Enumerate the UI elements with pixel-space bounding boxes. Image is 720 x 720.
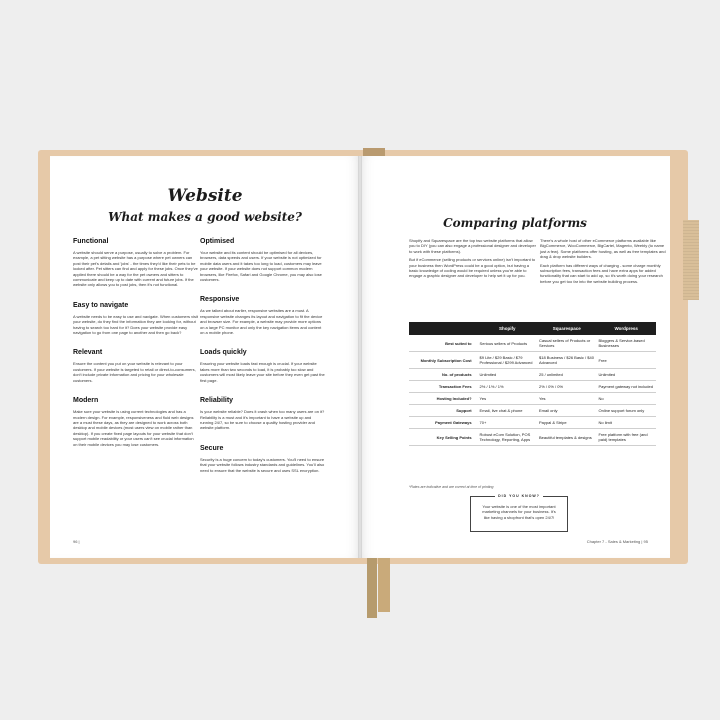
section-body: As we talked about earlier, responsive websites are a must. A responsive website changes its layout and navigation to fit the device and browser size. For example, a website may provide more options on a large PC monitor and only the key navigation items and content on a mobile phone. [200,308,323,336]
table-row [409,429,656,446]
table-cell: No limit [596,417,656,429]
row-label: Best suited to [409,335,478,352]
table-cell: Payment gateway not included [596,381,656,393]
book-tab [363,148,385,156]
table-header-row [409,322,656,335]
section-body: A website should serve a purpose, usually to solve a problem. For example, a pet sitting website has a purpose where pet owners can post their pet's details and 'jobs' - the times they'd like their pets to be looked after. Pet sitters can find and apply for these jobs. Once they've applied there should be a way for the pet owners and sitters to communicate and keep up to date with current and future jobs. If the website only allows you to post jobs, then it's not functional. [73,250,198,288]
section-loads-quickly [200,349,325,383]
table-row [409,417,656,429]
section-heading: Easy to navigate [73,301,129,309]
section-body: Make sure your website is using current technologies and has a modern design. For example, responsiveness and fluid web designs are a must these days, as they are designed to work across both desktop and mobile devices (most users view on mobile rather than desktop). If you create fixed page layouts for your website that don't support mobile readability or your users can't see crucial information on their mobile devices you may lose customers. [73,409,194,447]
table-cell: $18 Business / $26 Basic / $40 Advanced [537,352,596,369]
table-cell: Robust eCom Solution, POS Technology, Reporting, Apps [478,429,537,446]
bookmark-ribbon [367,558,377,618]
table-row [409,352,656,369]
right-column [200,238,325,487]
page-title: Comparing platforms [443,216,587,230]
table-row [409,405,656,417]
table-cell: 2% / 1% / 1% [478,381,537,393]
table-cell: Unlimited [596,369,656,381]
page-number: Chapter 7 - Sales & Marketing | 95 [586,539,648,544]
bookmark-ribbon [378,558,390,612]
table-cell: $9 Lite / $29 Basic / $79 Professional / $299 Advanced [478,352,537,369]
section-body: Your website and its content should be optimised for all devices, browsers, data speeds and users. If your website is not optimized for mobile data users and it takes too long to load, customers may leave your website. If your website does not support common modern browsers, like Firefox, Safari and Google Chrome, you may also lose customers. [200,250,322,283]
section-heading: Responsive [200,296,240,304]
table-cell: Beautiful templates & designs [537,429,596,446]
row-label: Hosting Included? [409,393,478,405]
section-heading: Modern [73,397,99,405]
table-header: Shopify [478,322,537,335]
row-label: Transaction Fees [409,381,478,393]
table-cell: Paypal & Stripe [537,417,596,429]
table-row [409,393,656,405]
table-cell: Yes [537,393,596,405]
intro-paragraph: Shopify and Squarespace are the top two website platforms that allow you to DIY (you can also engage a professional designer and developer to work with these platforms). [409,238,536,254]
right-page [360,156,670,558]
table-cell: Free platform with free (and paid) templates [596,429,656,446]
table-cell: Serious sellers of Products [478,335,537,352]
table-cell: Bloggers & Service-based Businesses [596,335,656,352]
intro-paragraph: There's a whole host of other eCommerce platforms available like BigCommerce, WooCommerce, BigCartel, Magento, Weebly (to name just a few). Some platforms offer hosting, as well as free templates and drag & drop website builders. [540,238,666,260]
row-label: No. of products [409,369,478,381]
comparison-table [409,322,656,446]
table-cell: Yes [478,393,537,405]
section-body: A website needs to be easy to use and navigate. When customers visit your website, do they find the information they are looking for, without having to search too hard for it? Does your website provide easy navigation to go from one page to another and then go back? [73,313,198,336]
row-label: Key Selling Points [409,429,478,446]
section-secure [200,445,325,473]
book-spine [358,156,362,558]
section-optimised [200,238,325,282]
table-cell: 2% / 0% / 0% [537,381,596,393]
intro-column-1 [409,238,537,282]
row-label: Payment Gateways [409,417,478,429]
section-functional [73,238,198,288]
did-you-know-box [470,496,568,532]
table-cell: Unlimited [478,369,537,381]
table-cell: 25 / unlimited [537,369,596,381]
section-heading: Secure [200,444,224,452]
left-column [73,238,198,461]
elastic-band [683,220,699,300]
section-body: Ensure the content you put on your website is relevant to your customers. If your website is targeted to retail or direct-to-consumers, don't include private information and pricing for your wholesale customers. [73,361,196,383]
section-heading: Relevant [73,349,103,357]
section-reliability [200,397,325,431]
table-cell: Online support forum only [596,405,656,417]
section-heading: Functional [73,238,109,245]
table-cell: Email, live chat & phone [478,405,537,417]
section-modern [73,397,198,447]
table-cell: Email only [537,405,596,417]
section-easy-to-navigate [73,302,198,336]
footnote: *Rates are indicative and are correct at time of printing [409,485,494,489]
table-row [409,381,656,393]
section-heading: Optimised [200,238,235,245]
section-relevant [73,349,198,383]
intro-column-2 [540,238,668,287]
did-you-know-label: DID YOU KNOW? [495,494,543,498]
section-body: Is your website reliable? Does it crash when too many users are on it? Reliability is a must and it's important to have a website up and running 24/7, so be sure to choose a quality hosting provider and website platform. [200,409,325,431]
table-header [409,322,478,335]
row-label: Support [409,405,478,417]
section-heading: Loads quickly [200,349,247,357]
left-page [50,156,360,558]
intro-paragraph: Each platform has different ways of charging - some charge monthly subscription fees, transaction fees and have extra apps for added functionality that can start to add up, so it's worth doing your research before you get too far into the website building process. [540,262,663,284]
table-cell: No [596,393,656,405]
table-header: Wordpress [596,322,656,335]
section-heading: Reliability [200,397,234,405]
page-number: 96 | [73,539,80,544]
table-row [409,335,656,352]
section-responsive [200,296,325,335]
intro-paragraph: But if eCommerce (selling products or services online) isn't important to your business then WordPress could be a good option, but having a basic knowledge of coding would be required unless you're able to engage a graphic designer and developer to help set it up for you. [409,257,536,279]
table-header: Squarespace [537,322,596,335]
did-you-know-text: Your website is one of the most important marketing channels for your business. It's like having a shopfront that's open 24/7! [482,504,556,520]
section-body: Ensuring your website loads fast enough is crucial. If your website takes more than two seconds to load, it is probably too slow and customers will most likely leave your site before they even get past the first page. [200,361,325,383]
page-subtitle: What makes a good website? [108,210,302,224]
table-cell: Free [596,352,656,369]
table-cell: Casual sellers of Products or Services [537,335,596,352]
row-label: Monthly Subscription Cost [409,352,478,369]
section-body: Security is a huge concern to today's customers. You'll need to ensure that your website follows industry standards and guidelines. You'll also need to ensure that the website is secure and uses SSL encryption. [200,456,325,473]
table-cell: 70+ [478,417,537,429]
table-row [409,369,656,381]
page-title: Website [167,186,243,206]
